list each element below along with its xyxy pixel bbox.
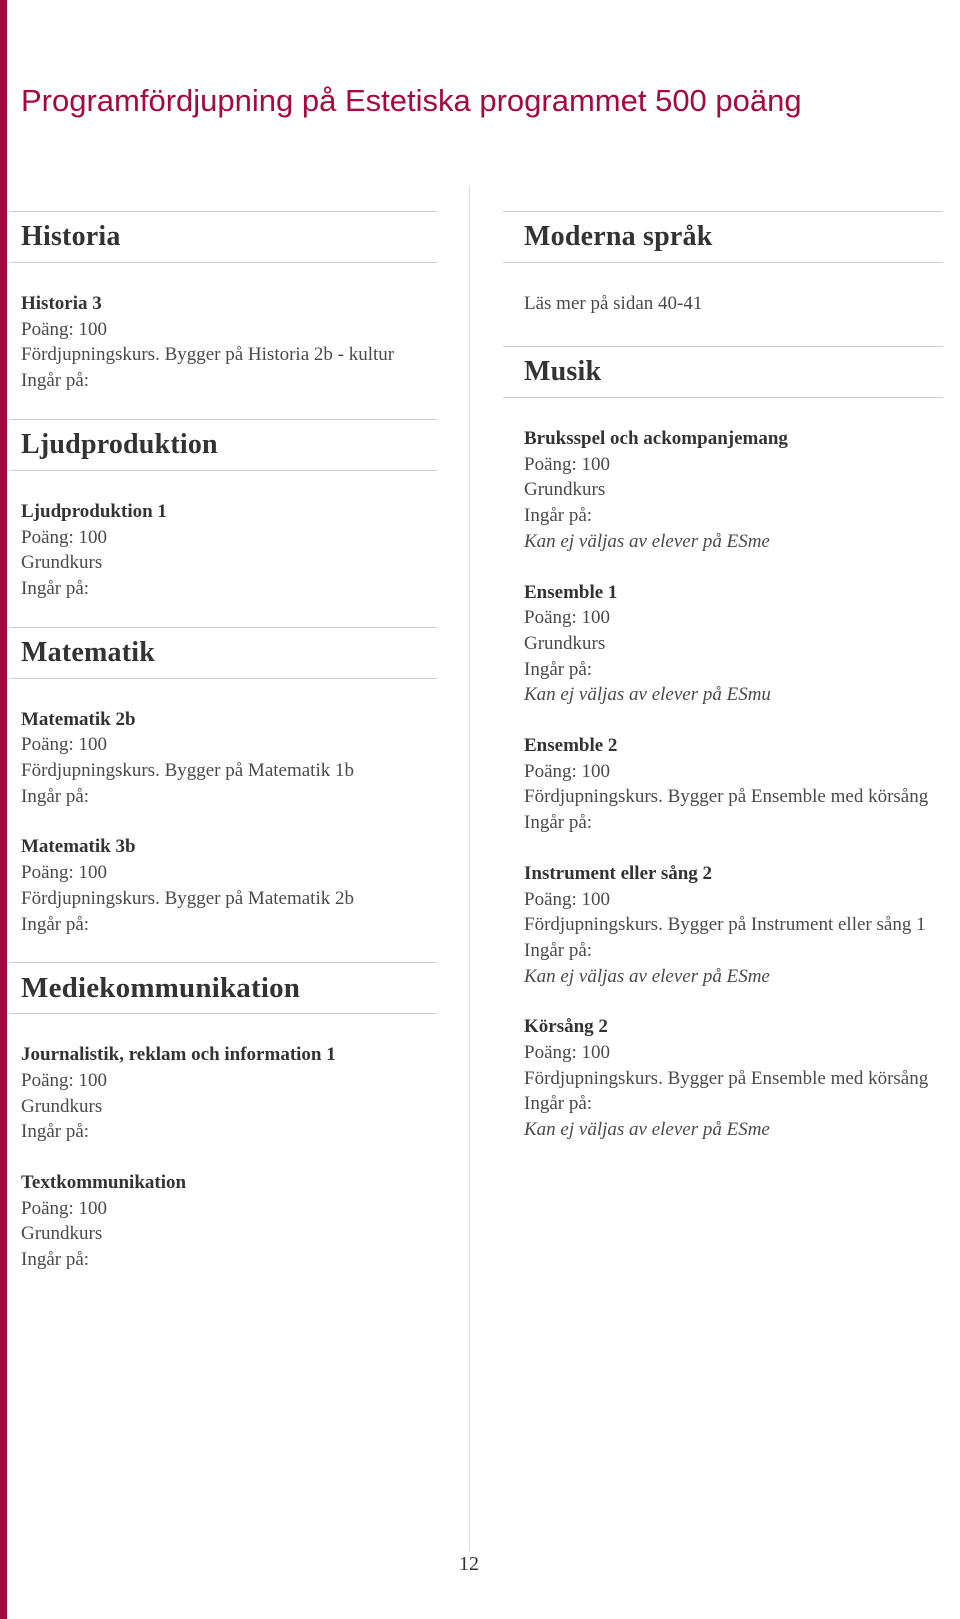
course-title: Journalistik, reklam och information 1 [21, 1044, 336, 1066]
course-points: Poäng: 100 [524, 888, 611, 910]
course-included: Ingår på: [21, 913, 90, 935]
course-title: Matematik 2b [21, 708, 136, 730]
right-column [503, 211, 943, 1168]
section-body-mediekommunikation [9, 1014, 437, 1273]
course-included: Ingår på: [524, 939, 593, 961]
course-title: Historia 3 [21, 293, 102, 314]
course-type: Grundkurs [21, 552, 103, 574]
course-item [524, 861, 943, 990]
course-type: Grundkurs [524, 479, 606, 501]
course-title: Ensemble 2 [524, 735, 618, 757]
course-title: Ljudproduktion 1 [21, 500, 167, 522]
course-title: Matematik 3b [21, 836, 136, 858]
course-item [21, 1042, 437, 1145]
course-type: Fördjupningskurs. Bygger på Matematik 1b [21, 760, 354, 782]
course-included: Ingår på: [21, 577, 90, 599]
section-body-musik [503, 398, 943, 1143]
course-item [21, 1170, 437, 1273]
course-item [21, 499, 437, 602]
page-title: Programfördjupning på Estetiska programmet 500 poäng [21, 83, 802, 118]
course-item [21, 834, 437, 937]
course-points: Poäng: 100 [21, 526, 108, 548]
section-heading-moderna-sprak: Moderna språk [503, 211, 943, 263]
course-points: Poäng: 100 [21, 1069, 108, 1091]
course-included: Ingår på: [524, 658, 593, 680]
section-body-historia [9, 263, 437, 394]
course-points: Poäng: 100 [21, 734, 108, 756]
course-note: Kan ej väljas av elever på ESme [524, 530, 770, 552]
course-points: Poäng: 100 [524, 453, 611, 475]
course-included: Ingår på: [524, 505, 593, 527]
course-item [21, 291, 437, 394]
course-included: Ingår på: [21, 1249, 90, 1271]
left-accent-bar [0, 0, 7, 1619]
course-item [524, 426, 943, 555]
course-points: Poäng: 100 [524, 1042, 611, 1064]
section-body-moderna-sprak [503, 263, 943, 316]
course-points: Poäng: 100 [21, 862, 108, 884]
course-item [524, 580, 943, 709]
read-more-text: Läs mer på sidan 40-41 [524, 293, 703, 314]
course-item [524, 733, 943, 836]
course-type: Fördjupningskurs. Bygger på Instrument eller sång 1 [524, 914, 926, 936]
course-type: Fördjupningskurs. Bygger på Ensemble med körsång [524, 786, 929, 808]
course-type: Fördjupningskurs. Bygger på Historia 2b - kultur [21, 344, 395, 366]
course-type: Grundkurs [21, 1095, 103, 1117]
course-title: Textkommunikation [21, 1172, 187, 1194]
course-type: Grundkurs [21, 1223, 103, 1245]
course-title: Bruksspel och ackompanjemang [524, 428, 788, 449]
section-heading-historia: Historia [9, 211, 437, 263]
course-points: Poäng: 100 [21, 318, 108, 340]
course-title: Ensemble 1 [524, 581, 618, 603]
course-points: Poäng: 100 [21, 1197, 108, 1219]
page-number: 12 [459, 1553, 479, 1575]
course-included: Ingår på: [524, 812, 593, 834]
course-note: Kan ej väljas av elever på ESme [524, 1119, 770, 1141]
course-points: Poäng: 100 [524, 760, 611, 782]
course-points: Poäng: 100 [524, 607, 611, 629]
course-included: Ingår på: [21, 1121, 90, 1143]
section-body-matematik [9, 679, 437, 938]
course-note: Kan ej väljas av elever på ESme [524, 965, 770, 987]
course-type: Fördjupningskurs. Bygger på Matematik 2b [21, 887, 354, 909]
section-heading-mediekommunikation: Mediekommunikation [9, 962, 437, 1014]
section-heading-matematik: Matematik [9, 627, 437, 679]
course-type: Fördjupningskurs. Bygger på Ensemble med körsång [524, 1067, 929, 1089]
column-divider [469, 186, 470, 1551]
course-type: Grundkurs [524, 632, 606, 654]
course-note: Kan ej väljas av elever på ESmu [524, 684, 771, 706]
course-included: Ingår på: [21, 785, 90, 807]
section-heading-musik: Musik [503, 346, 943, 398]
left-column [9, 211, 437, 1298]
section-heading-ljudproduktion: Ljudproduktion [9, 419, 437, 471]
course-item [524, 1014, 943, 1143]
section-body-ljudproduktion [9, 471, 437, 602]
course-item [21, 707, 437, 810]
course-title: Körsång 2 [524, 1016, 608, 1038]
course-included: Ingår på: [21, 370, 90, 392]
course-included: Ingår på: [524, 1093, 593, 1115]
course-title: Instrument eller sång 2 [524, 862, 713, 884]
